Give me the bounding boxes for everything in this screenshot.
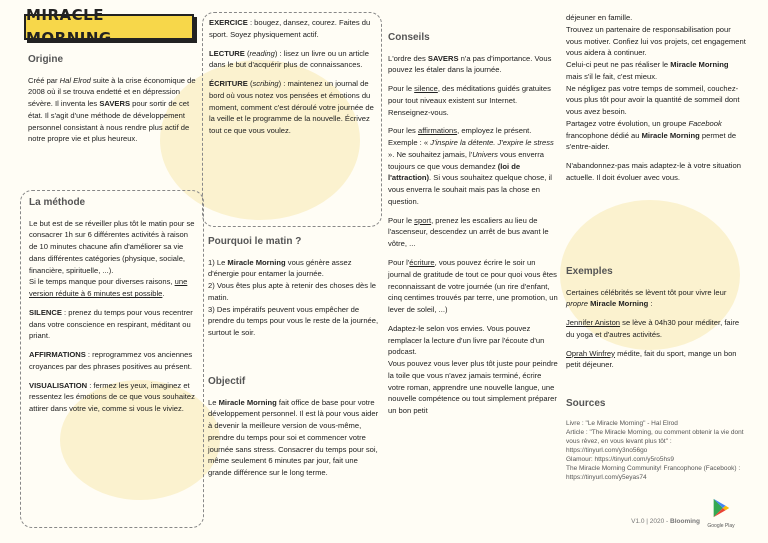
source-community[interactable]: The Miracle Morning Community! Francophone (Facebook) : https://tinyurl.com/y5eyas74 [566,464,741,482]
methode-text: Le but est de se réveiller plus tôt le matin pour se consacrer 1h sur 6 différentes activités à raison de 10 minutes chacune afin d'améliorer sa vie dans différentes catégories (physique, sociale, financière, spirituelle, ...). [29,218,195,275]
lecture-label: LECTURE [209,48,245,58]
aniston-link[interactable]: Jennifer Aniston [566,318,621,328]
text: : [648,299,653,309]
lecture-translation: reading [249,48,275,58]
text: Pour le [388,84,415,94]
methode-heading: La méthode [29,197,86,208]
exemples-intro [566,287,746,311]
exemples-section [566,264,746,378]
silence-label: SILENCE [29,307,62,317]
text: , prenez les escaliers au lieu de l'ascenseur, descendez un arrêt de bus avant le vôtre, ... [388,215,549,249]
conseils-section [388,30,560,417]
ecriture-link[interactable]: écriture [409,257,435,267]
propre-term: propre [566,299,588,309]
conseil-silence [388,83,560,118]
conseil-sport [388,215,560,250]
sport-link[interactable]: sport [414,215,432,225]
exercice-text: : bougez, dansez, courez. Faites du sport. Soyez physiquement actif. [209,18,371,39]
conseil-dejeuner: déjeuner en famille. [566,13,633,22]
text: vous génère assez d'énergie pour entamer la journée. [208,257,352,279]
footer-version [631,517,700,527]
exemple-aniston [566,317,746,341]
lecture-text: : lisez un livre ou un article dans le but d'acquérir plus de connaissances. [209,48,369,70]
conseil-sommeil: Ne négligez pas votre temps de sommeil, couchez-vous plus tôt pour avoir la quantité de sommeil dont vous avez besoin. [566,83,740,117]
visualisation-label: VISUALISATION [29,380,88,390]
source-livre: Livre : "Le Miracle Morning" - Hal Elrod [566,419,678,427]
winfrey-link[interactable]: Oprah Winfrey [566,348,615,358]
affirmations-text: : reprogrammez vos anciennes croyances par des phrases positives au présent. [29,350,193,371]
conseil-partage [566,118,746,153]
savers-term: SAVERS [99,99,131,109]
text: , des méditations guidés gratuites pour tout niveaux existent sur Internet. Renseignez-vous. [388,84,551,117]
text: pour sortir de cet état. Il s'agit d'une méthode de développement personnel consistant à nous rendre plus actif de notre propre vie et plus heureux. [28,99,190,144]
affirmations-label: AFFIRMATIONS [29,350,86,360]
objectif-heading: Objectif [208,376,246,387]
text: vous enverra toujours ce que vous demandez [388,149,544,171]
ecriture-translation: scribing [252,79,279,89]
activites-section [202,12,382,227]
conseil-abandon: N'abandonnez-pas mais adaptez-le à votre situation actuelle. Il doit évoluer avec vous. [566,161,741,182]
text: , employez le présent. Exemple : « [388,126,532,148]
brand-name: Blooming [670,517,700,525]
source-glamour[interactable]: Glamour: https://tinyurl.com/y5ro5hs9 [566,455,675,463]
author-name: Hal Elrod [59,75,91,85]
exemples-heading: Exemples [566,266,613,277]
text: Celui-ci peut ne pas réaliser le [566,60,671,70]
google-play-label: Google Play [707,522,735,529]
text: ». Ne souhaitez jamais, l' [388,149,473,159]
page-title: MIRACLE MORNING [24,14,194,40]
origine-section [28,52,200,152]
text: Le [208,397,219,407]
affirmations-link[interactable]: affirmations [417,126,458,136]
methode-section [20,190,204,528]
univers-term: Univers [472,149,498,159]
text: Partagez votre évolution, un groupe [566,118,689,128]
text: Pour le [388,215,415,225]
miracle-morning-term: Miracle Morning [641,130,700,140]
ecriture-text: : maintenez un journal de bord où vous notez vos pensées et émotions du moment, comment c'est déroulé votre journée de la veille et le programme de la nouvelle. Écrivez tout ce que vous voulez. [209,79,374,136]
pourquoi-reason-1 [208,257,380,281]
text: se lève à 04h30 pour méditer, faire du yoga et d'autres activités. [566,318,740,339]
sources-list [566,419,746,483]
conseils-heading: Conseils [388,32,430,43]
miracle-morning-term: Miracle Morning [218,397,277,407]
conseil-lever-tot: Vous pouvez vous lever plus tôt juste pour peindre la toile que vous n'avez jamais terminé, écrire votre roman, apprendre une nouvelle langue, une nouvelle compétence ou tout simplement préparer un bon petit [388,359,558,416]
origine-heading: Origine [28,54,64,65]
version-text: V1.0 | 2020 - [631,517,671,525]
facebook-term: Facebook [688,118,722,128]
exercice-item [209,17,375,41]
objectif-text [208,397,380,479]
exercice-label: EXERCICE [209,18,248,27]
text: francophone dédié au [566,130,642,140]
text: mais s'il le fait, c'est mieux. [566,71,658,81]
conseil-partenaire-mm [566,59,746,83]
conseil-affirmations [388,125,560,207]
text: . [162,289,165,299]
visualisation-item [29,380,195,415]
google-play-badge[interactable] [704,497,738,531]
text: fait office de base pour votre développement personnel. Il est là pour vous aider à devenir la meilleure version de vous-même, prendre du temps pour soi et commencer votre journée sans stress. Consacrer du temps pour soi, même seulement 6 minutes par jour, fait une grande différence sur le long terme. [208,397,379,478]
exemple-winfrey [566,348,746,372]
affirmations-item [29,349,195,373]
pourquoi-reason-2: 2) Vous êtes plus apte à retenir des choses dès le matin. [208,281,377,302]
text: L'ordre des [388,53,428,63]
miracle-morning-term: Miracle Morning [590,299,649,309]
conseil-partenaire: Trouvez un partenaire de responsabilisation pour vous motiver. Confiez lui vos projets, cet engagement vous aidera à continuer. [566,24,746,58]
ecriture-label: ÉCRITURE [209,79,248,89]
origine-text [28,75,200,146]
conseil-ecriture [388,257,560,316]
loi-attraction-term: (loi de l'attraction) [388,161,521,183]
pourquoi-section [208,234,380,339]
text: , vous pouvez écrire le soir un journal de gratitude de tout ce pour quoi vous êtes reconnaissant de votre journée (un rire d'enfant, cinq centimes trouvés par terre, une promotion, un lever de soleil, ...) [388,257,558,315]
text: n'a pas d'importance. Vous pouvez les étaler dans la journée. [388,53,552,75]
pourquoi-heading: Pourquoi le matin ? [208,236,302,247]
text: Si le temps manque pour diverses raisons, [29,277,175,287]
affirmation-example: J'inspire la détente. J'expire le stress [430,138,554,148]
silence-item [29,307,195,342]
text: médite, fait du sport, mange un bon petit déjeuner. [566,348,737,370]
source-article[interactable]: Article : "The Miracle Morning, ou comment obtenir la vie dont vous rêvez, en vous levant plus tôt" : https://tinyurl.com/y3no56go [566,428,744,454]
conseil-order [388,53,560,77]
silence-link[interactable]: silence [414,84,438,94]
text: Certaines célébrités se lèvent tôt pour vivre leur [566,287,727,297]
conseil-adapt: Adaptez-le selon vos envies. Vous pouvez remplacer la lecture d'un livre par l'écoute d'un podcast. [388,323,545,357]
lecture-item: LECTURE (reading) : lisez un livre ou un article dans le but d'acquérir plus de connaissances. [209,48,369,70]
google-play-icon [710,497,732,519]
text: . Si vous souhaitez quelque chose, il vous enverra le souhait mais pas la chose en question. [388,173,552,206]
sources-section [566,396,746,482]
miracle-morning-term: Miracle Morning [670,60,729,70]
silence-text: : prenez du temps pour vous recentrer dans votre conscience en respirant, méditant ou priant. [29,307,193,341]
text: Pour les [388,126,418,136]
text: Pour l' [388,257,410,267]
text: suite à la crise économique de 2008 où il se trouva endetté et en dépression sévère. Il inventa les [28,75,196,109]
miracle-morning-term: Miracle Morning [227,257,286,267]
methode-short-version [29,276,195,300]
short-version-link[interactable]: une version réduite à 6 minutes est possible [29,277,188,299]
ecriture-item: ÉCRITURE (scribing) : maintenez un journal de bord où vous notez vos pensées et émotions du moment, comment c'est déroulé votre journée de la veille et le programme de la nouvelle. Écrivez tout ce que vous voulez. [209,79,374,136]
sources-heading: Sources [566,398,606,409]
text: permet de s'entre-aider. [566,130,737,152]
visualisation-text: : fermez les yeux, imaginez et ressentez les émotions de ce que vous souhaitez attirer dans votre vie, comme si vous le viviez. [29,380,195,414]
text: 1) Le [208,257,228,267]
pourquoi-reason-3: 3) Des impératifs peuvent vous empêcher de prendre du temps pour vous le reste de la journée, surtout le soir. [208,304,379,338]
text: Créé par [28,75,60,85]
savers-term: SAVERS [427,53,459,63]
conseils-continued [566,12,746,191]
objectif-section [208,374,380,486]
